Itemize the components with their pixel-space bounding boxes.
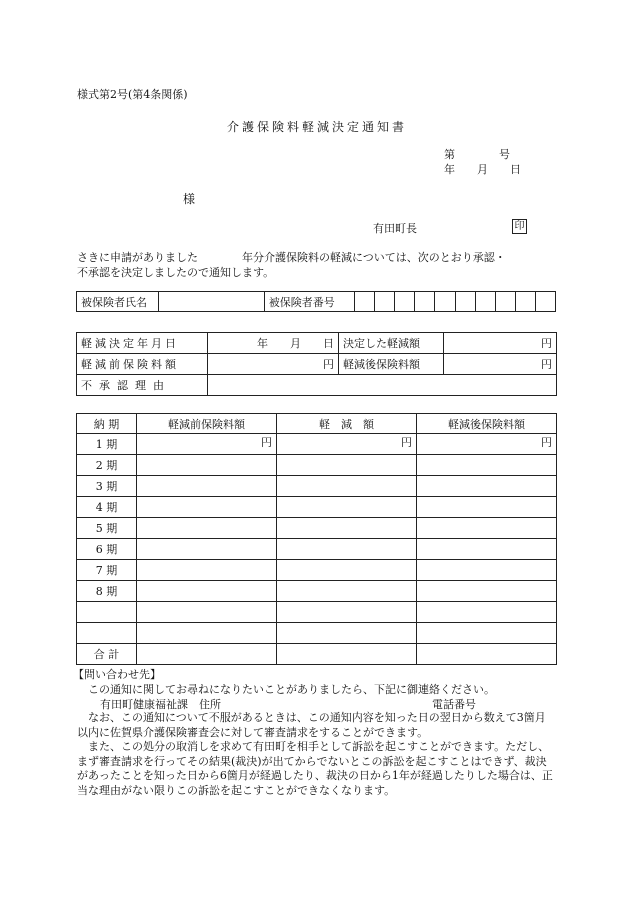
insured-number-digit[interactable] bbox=[515, 292, 535, 312]
premium-after-cell[interactable] bbox=[417, 581, 557, 602]
appeal-notice-paragraph-1: なお、この通知について不服があるときは、この通知内容を知った日の翌日から数えて3箇月以内に佐賀県介護保険審査会に対して審査請求をすることができます。 bbox=[77, 711, 546, 739]
total-reduction[interactable] bbox=[277, 644, 417, 665]
insured-number-digit[interactable] bbox=[475, 292, 495, 312]
appeal-notice-paragraph-2: また、この処分の取消しを求めて有田町を相手として訴訟を起こすことができます。ただし、まず審査請求を行ってその結果(裁決)が出てからでないとこの訴訟を起こすことはできず、裁決があったことを知った日から6箇月が経過したり、裁決の日から1年が経過したりした場合は、正当な理由がない限りこの訴訟を起こすことができなくなります。 bbox=[77, 740, 553, 797]
insured-number-label: 被保険者番号 bbox=[264, 292, 354, 312]
table-row bbox=[77, 623, 557, 644]
decided-amount-field[interactable]: 円 bbox=[444, 333, 557, 354]
insured-number-digit[interactable] bbox=[435, 292, 455, 312]
period-label bbox=[77, 623, 137, 644]
decided-amount-label: 決定した軽減額 bbox=[339, 333, 444, 354]
premium-before-cell[interactable] bbox=[137, 455, 277, 476]
table-row bbox=[77, 560, 557, 581]
total-premium-before[interactable] bbox=[137, 644, 277, 665]
premium-after-cell[interactable] bbox=[417, 602, 557, 623]
period-label: 2 期 bbox=[77, 455, 137, 476]
premium-before-cell[interactable] bbox=[137, 476, 277, 497]
reduction-cell[interactable] bbox=[277, 581, 417, 602]
table-row bbox=[77, 476, 557, 497]
premium-before-cell[interactable] bbox=[137, 602, 277, 623]
period-label: 1 期 bbox=[77, 434, 137, 455]
intro-line-1: さきに申請がありました 年分介護保険料の軽減については、次のとおり承認・ bbox=[77, 251, 506, 264]
total-row bbox=[77, 644, 557, 665]
decision-date-label: 軽減決定年月日 bbox=[77, 333, 208, 354]
premium-before-cell[interactable] bbox=[137, 560, 277, 581]
insured-number-digit[interactable] bbox=[415, 292, 435, 312]
period-label: 6 期 bbox=[77, 539, 137, 560]
reduction-cell[interactable]: 円 bbox=[277, 434, 417, 455]
table-row bbox=[77, 518, 557, 539]
premium-after-cell[interactable] bbox=[417, 455, 557, 476]
intro-line-2: 不承認を決定しましたので通知します。 bbox=[77, 266, 275, 279]
table-row bbox=[77, 434, 557, 455]
decision-table bbox=[76, 332, 557, 396]
premium-after-cell[interactable] bbox=[417, 497, 557, 518]
inquiry-line: この通知に関してお尋ねになりたいことがありましたら、下記に御連絡ください。 bbox=[88, 683, 495, 696]
insured-number-digit[interactable] bbox=[355, 292, 375, 312]
premium-after-field[interactable]: 円 bbox=[444, 354, 557, 375]
rejection-reason-field[interactable] bbox=[208, 375, 557, 396]
total-premium-after[interactable] bbox=[417, 644, 557, 665]
reduction-cell[interactable] bbox=[277, 539, 417, 560]
insured-number-digit[interactable] bbox=[455, 292, 475, 312]
premium-after-label: 軽減後保険料額 bbox=[339, 354, 444, 375]
inquiry-heading: 【問い合わせ先】 bbox=[73, 668, 161, 681]
addressee-suffix: 様 bbox=[183, 192, 196, 206]
insured-number-digit[interactable] bbox=[495, 292, 515, 312]
period-label: 7 期 bbox=[77, 560, 137, 581]
insured-table bbox=[76, 291, 556, 312]
table-row bbox=[77, 497, 557, 518]
premium-before-cell[interactable] bbox=[137, 518, 277, 539]
period-label: 3 期 bbox=[77, 476, 137, 497]
header-premium-after: 軽減後保険料額 bbox=[417, 414, 557, 434]
rejection-reason-label: 不承認理由 bbox=[77, 375, 208, 396]
header-premium-before: 軽減前保険料額 bbox=[137, 414, 277, 434]
decision-date-field[interactable]: 年 月 日 bbox=[208, 333, 339, 354]
premium-before-field[interactable]: 円 bbox=[208, 354, 339, 375]
period-label bbox=[77, 602, 137, 623]
reduction-cell[interactable] bbox=[277, 560, 417, 581]
document-title: 介護保険料軽減決定通知書 bbox=[227, 120, 408, 134]
premium-before-label: 軽減前保険料額 bbox=[77, 354, 208, 375]
document-number: 第 号 bbox=[444, 148, 510, 161]
total-label: 合 計 bbox=[77, 644, 137, 665]
premium-before-cell[interactable]: 円 bbox=[137, 434, 277, 455]
insured-name-field[interactable] bbox=[159, 292, 264, 312]
premium-after-cell[interactable] bbox=[417, 623, 557, 644]
header-period: 納 期 bbox=[77, 414, 137, 434]
table-row bbox=[77, 539, 557, 560]
document-date: 年 月 日 bbox=[444, 163, 521, 176]
reduction-cell[interactable] bbox=[277, 602, 417, 623]
reduction-cell[interactable] bbox=[277, 623, 417, 644]
seal-mark: 印 bbox=[512, 219, 527, 234]
table-row bbox=[77, 455, 557, 476]
premium-after-cell[interactable] bbox=[417, 560, 557, 581]
header-reduction: 軽 減 額 bbox=[277, 414, 417, 434]
premium-after-cell[interactable] bbox=[417, 539, 557, 560]
insured-name-label: 被保険者氏名 bbox=[77, 292, 159, 312]
reduction-cell[interactable] bbox=[277, 497, 417, 518]
insured-number-digit[interactable] bbox=[375, 292, 395, 312]
premium-before-cell[interactable] bbox=[137, 623, 277, 644]
period-label: 5 期 bbox=[77, 518, 137, 539]
premium-after-cell[interactable] bbox=[417, 518, 557, 539]
contact-phone-label: 電話番号 bbox=[432, 698, 476, 711]
premium-before-cell[interactable] bbox=[137, 581, 277, 602]
premium-before-cell[interactable] bbox=[137, 497, 277, 518]
contact-department: 有田町健康福祉課 住所 bbox=[100, 698, 221, 711]
period-label: 8 期 bbox=[77, 581, 137, 602]
form-number: 様式第2号(第4条関係) bbox=[77, 88, 188, 101]
issuer-name: 有田町長 bbox=[373, 222, 417, 235]
table-row bbox=[77, 581, 557, 602]
premium-after-cell[interactable]: 円 bbox=[417, 434, 557, 455]
installment-table bbox=[76, 413, 557, 665]
premium-after-cell[interactable] bbox=[417, 476, 557, 497]
appeal-notice bbox=[77, 711, 553, 798]
premium-before-cell[interactable] bbox=[137, 539, 277, 560]
reduction-cell[interactable] bbox=[277, 476, 417, 497]
reduction-cell[interactable] bbox=[277, 518, 417, 539]
insured-number-digit[interactable] bbox=[535, 292, 555, 312]
insured-number-digit[interactable] bbox=[395, 292, 415, 312]
period-label: 4 期 bbox=[77, 497, 137, 518]
table-row bbox=[77, 602, 557, 623]
reduction-cell[interactable] bbox=[277, 455, 417, 476]
